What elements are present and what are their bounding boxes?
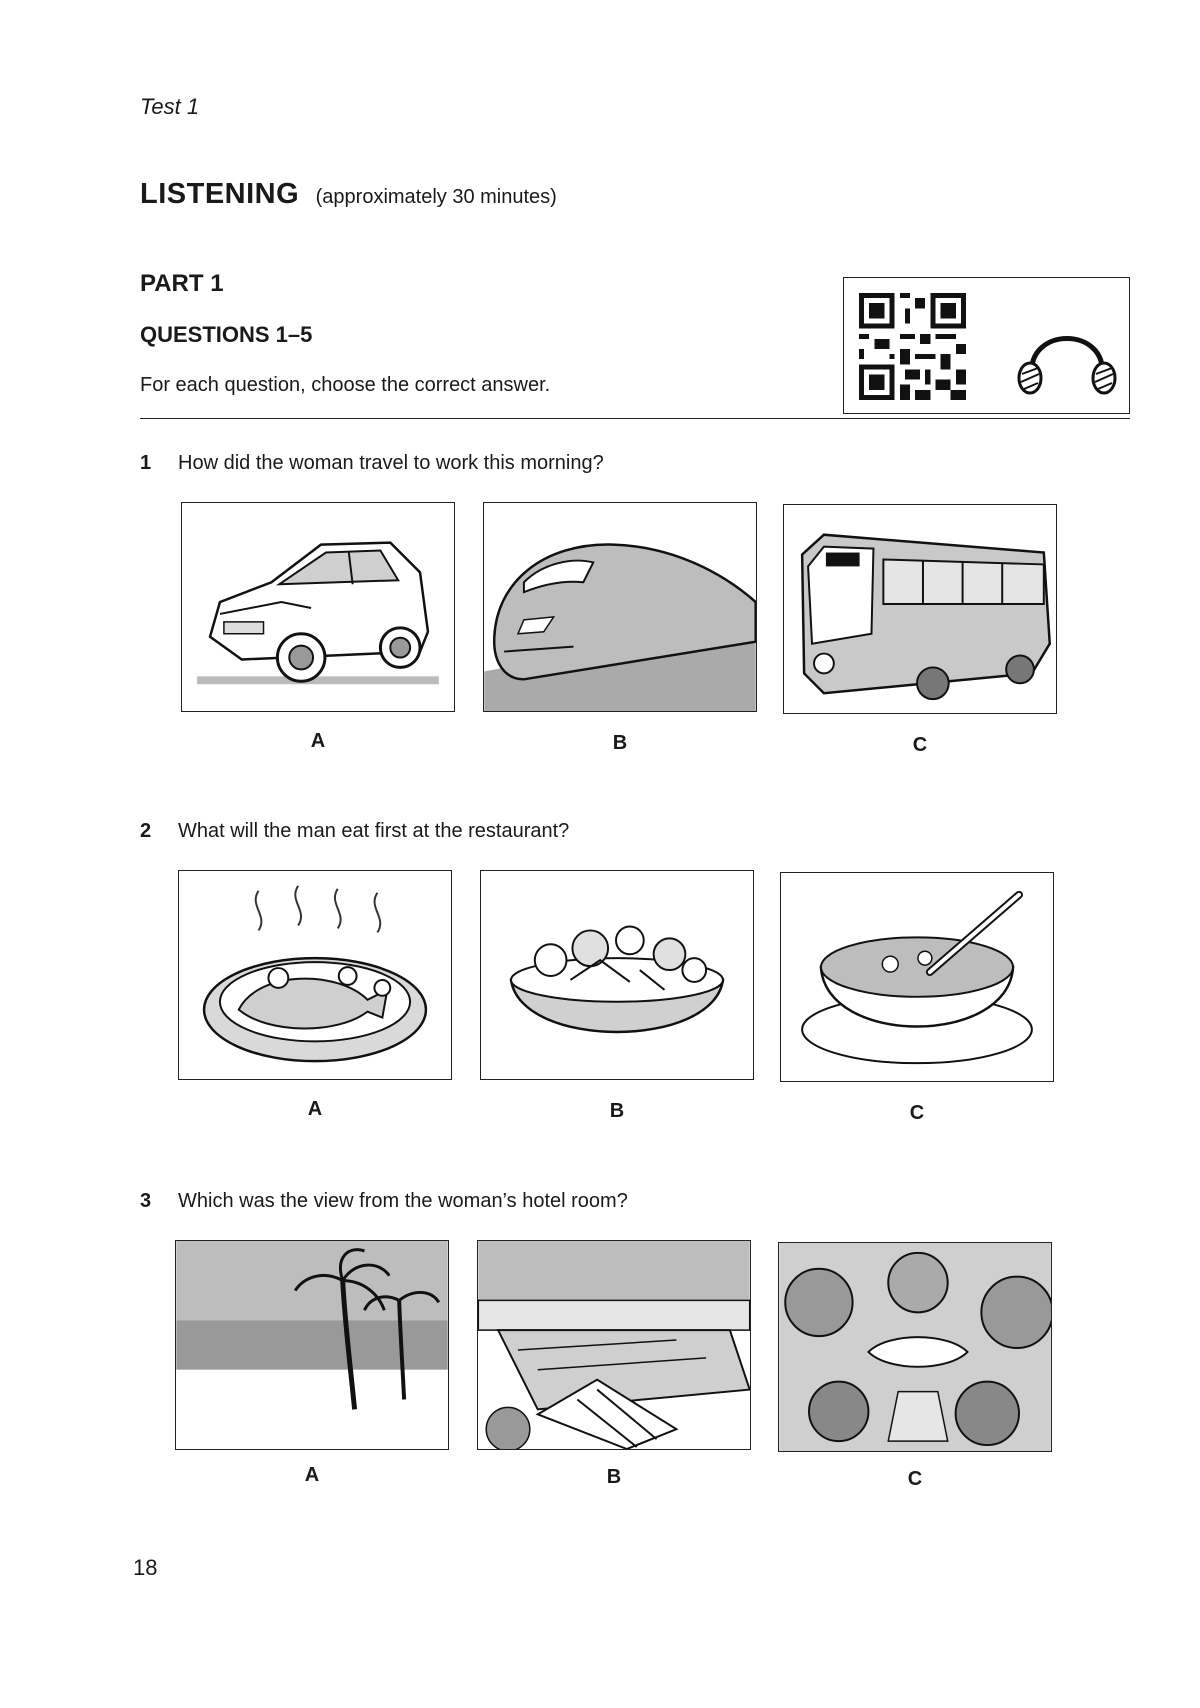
option-1c[interactable] bbox=[783, 504, 1057, 714]
question-1 bbox=[140, 452, 604, 475]
option-3b[interactable] bbox=[477, 1240, 751, 1450]
option-2b[interactable] bbox=[480, 870, 754, 1080]
option-letter: C bbox=[909, 1102, 925, 1124]
question-number: 1 bbox=[140, 452, 152, 474]
section-heading bbox=[140, 178, 557, 211]
garden-trees-icon bbox=[779, 1243, 1051, 1451]
option-1b[interactable] bbox=[483, 502, 757, 712]
section-title: LISTENING bbox=[140, 178, 300, 210]
question-number: 3 bbox=[140, 1190, 152, 1212]
question-text: How did the woman travel to work this morning? bbox=[178, 452, 604, 474]
part-title: PART 1 bbox=[140, 270, 224, 297]
option-letter: C bbox=[912, 734, 928, 756]
questions-range: QUESTIONS 1–5 bbox=[140, 322, 313, 347]
option-letter: B bbox=[612, 732, 628, 754]
qr-code-icon[interactable] bbox=[859, 293, 966, 400]
page-number: 18 bbox=[133, 1555, 158, 1580]
running-head: Test 1 bbox=[140, 94, 200, 119]
option-letter: C bbox=[907, 1468, 923, 1490]
question-text: Which was the view from the woman’s hotel room? bbox=[178, 1190, 628, 1212]
soup-bowl-icon bbox=[781, 873, 1053, 1081]
question-2 bbox=[140, 820, 569, 843]
instructions: For each question, choose the correct answer. bbox=[140, 374, 551, 396]
swimming-pool-icon bbox=[478, 1241, 750, 1449]
section-duration-note: (approximately 30 minutes) bbox=[315, 186, 557, 208]
option-letter: B bbox=[606, 1466, 622, 1488]
option-2a[interactable] bbox=[178, 870, 452, 1080]
salad-bowl-icon bbox=[481, 871, 753, 1079]
option-1a[interactable] bbox=[181, 502, 455, 712]
high-speed-train-icon bbox=[484, 503, 756, 711]
option-letter: A bbox=[304, 1464, 320, 1486]
audio-box bbox=[843, 277, 1130, 414]
question-number: 2 bbox=[140, 820, 152, 842]
car-icon bbox=[182, 503, 454, 711]
option-3c[interactable] bbox=[778, 1242, 1052, 1452]
bus-icon bbox=[784, 505, 1056, 713]
option-letter: A bbox=[310, 730, 326, 752]
headphones-icon bbox=[1016, 306, 1118, 402]
option-letter: B bbox=[609, 1100, 625, 1122]
option-2c[interactable] bbox=[780, 872, 1054, 1082]
hot-fish-dish-icon bbox=[179, 871, 451, 1079]
option-letter: A bbox=[307, 1098, 323, 1120]
beach-palm-trees-icon bbox=[176, 1241, 448, 1449]
option-3a[interactable] bbox=[175, 1240, 449, 1450]
question-3 bbox=[140, 1190, 628, 1213]
question-text: What will the man eat first at the restaurant? bbox=[178, 820, 570, 842]
section-divider bbox=[140, 418, 1130, 419]
